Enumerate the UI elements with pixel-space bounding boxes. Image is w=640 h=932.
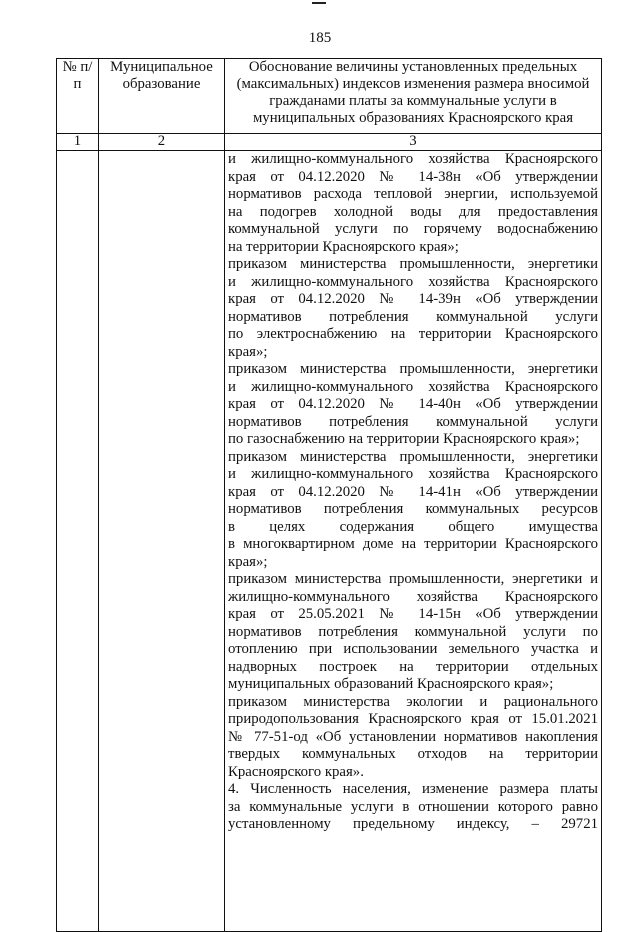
text-line: за коммунальные услуги в отношении которого равно — [228, 798, 598, 815]
text-line: по газоснабжению на территории Красноярского края»; — [228, 431, 580, 447]
text-line: края от 04.12.2020 № 14-41н «Об утверждении — [228, 483, 598, 500]
text-line: 4. Численность населения, изменение размера платы — [228, 781, 598, 797]
table-header-row — [57, 59, 602, 134]
header-municipality-label: Муниципальное образование — [110, 59, 213, 92]
text-line: в целях содержания общего имущества — [228, 518, 598, 535]
text-line: нормативов потребления коммунальной услуги по — [228, 623, 598, 640]
text-line: нормативов потребления коммунальной услуги — [228, 308, 598, 325]
page-number: 185 — [308, 30, 332, 46]
column-number-2: 2 — [99, 134, 225, 151]
header-justification-cell — [225, 59, 602, 134]
text-line: надворных построек на территории отдельных — [228, 658, 598, 675]
text-line: природопользования Красноярского края от 15.01.2021 — [228, 711, 598, 727]
text-line: твердых коммунальных отходов на территории — [228, 746, 598, 762]
text-line: в многоквартирном доме на территории Красноярского — [228, 536, 598, 552]
justification-text — [225, 151, 601, 834]
text-line: приказом министерства экологии и рационального — [228, 693, 598, 710]
text-line: № 77-51-од «Об установлении нормативов накопления — [228, 728, 598, 745]
text-line: на территории Красноярского края»; — [228, 238, 459, 255]
text-line: на подогрев холодной воды для предоставления — [228, 203, 598, 220]
text-line: края от 04.12.2020 № 14-40н «Об утверждении — [228, 396, 598, 412]
header-justification-label: Обоснование величины установленных предельных (максимальных) индексов изменения размера вносимой гражданами платы за коммунальные услуги в муниципальных образованиях Красноярского края — [236, 59, 590, 126]
text-line: жилищно-коммунального хозяйства Красноярского — [228, 588, 598, 605]
text-line: нормативов расхода тепловой энергии, используемой — [228, 186, 598, 202]
text-line: приказом министерства промышленности, энергетики и — [228, 571, 598, 587]
text-line: установленному предельному индексу, – 29721 — [228, 816, 598, 832]
column-number-3: 3 — [225, 134, 602, 151]
text-line: по электроснабжению на территории Красноярского — [228, 326, 598, 342]
body-number-cell — [57, 151, 99, 932]
text-line: нормативов потребления коммунальных ресурсов — [228, 501, 598, 517]
text-line: и жилищно-коммунального хозяйства Красноярского — [228, 466, 598, 482]
text-line: края»; — [228, 553, 268, 570]
text-line: приказом министерства промышленности, энергетики — [228, 361, 598, 377]
text-line: края»; — [228, 343, 268, 360]
text-line: приказом министерства промышленности, энергетики — [228, 256, 598, 272]
text-line: и жилищно-коммунального хозяйства Красноярского — [228, 151, 598, 167]
text-line: края от 25.05.2021 № 14-15н «Об утверждении — [228, 606, 598, 622]
text-line: края от 04.12.2020 № 14-38н «Об утверждении — [228, 168, 598, 185]
body-justification-cell — [225, 151, 602, 932]
text-line: коммунальной услуги по горячему водоснабжению — [228, 221, 598, 237]
text-line: и жилищно-коммунального хозяйства Красноярского — [228, 273, 598, 290]
text-line: края от 04.12.2020 № 14-39н «Об утверждении — [228, 291, 598, 307]
text-line: и жилищно-коммунального хозяйства Красноярского — [228, 378, 598, 395]
text-line: Красноярского края». — [228, 763, 364, 780]
text-line: приказом министерства промышленности, энергетики — [228, 448, 598, 465]
text-line: нормативов потребления коммунальной услуги — [228, 413, 598, 430]
table-body-row — [57, 151, 602, 932]
header-number-label: № п/п — [62, 59, 93, 92]
header-municipality-cell — [99, 59, 225, 134]
column-number-1: 1 — [57, 134, 99, 151]
text-line: муниципальных образований Красноярского края»; — [228, 676, 554, 692]
top-dash-mark — [312, 2, 326, 4]
text-line: отоплению при использовании земельного участка и — [228, 641, 598, 657]
header-number-cell — [57, 59, 99, 134]
column-number-row — [57, 134, 602, 151]
justification-table — [56, 58, 602, 932]
body-municipality-cell — [99, 151, 225, 932]
